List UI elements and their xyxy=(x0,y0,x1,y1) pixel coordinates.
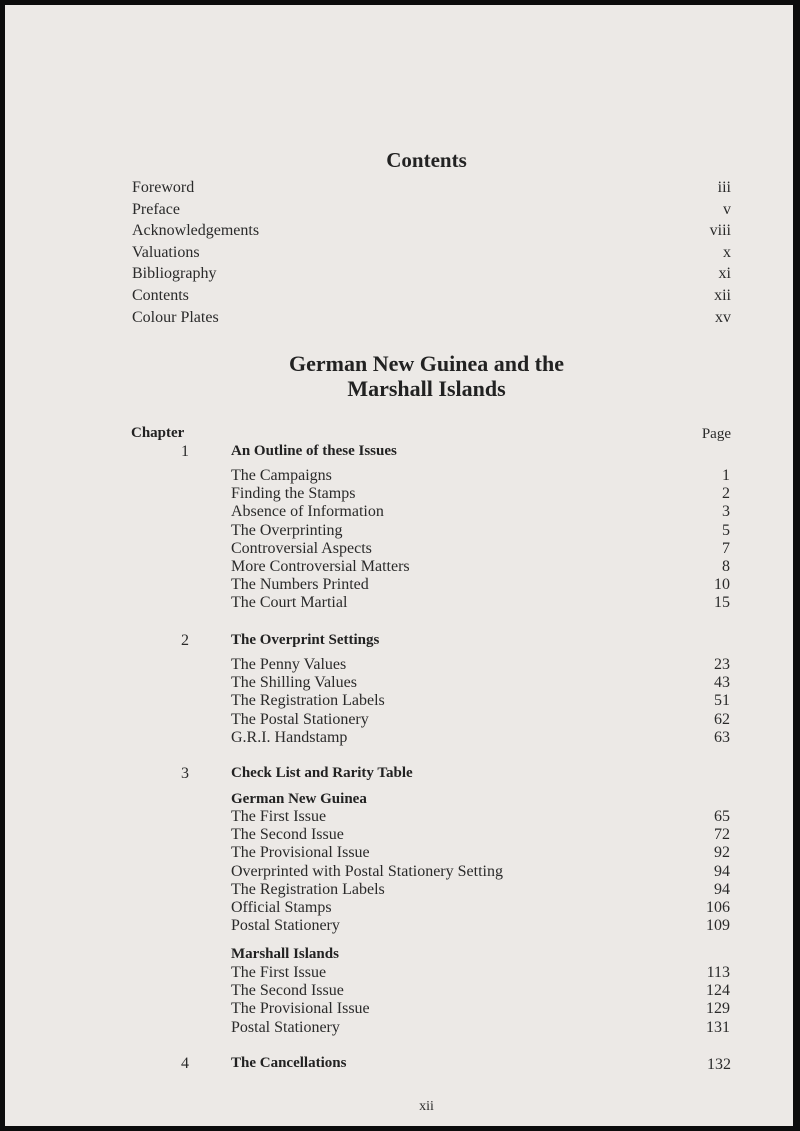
toc-entry-page: 106 xyxy=(706,898,730,916)
toc-entry-label: The Provisional Issue xyxy=(231,1000,370,1018)
toc-entry-page: 3 xyxy=(722,503,730,521)
chapter-number: 1 xyxy=(181,443,189,460)
toc-row xyxy=(231,540,730,558)
toc-entry-label: More Controversial Matters xyxy=(231,557,410,575)
toc-entry-page: 131 xyxy=(706,1018,730,1036)
toc-entry-page: 8 xyxy=(722,557,730,575)
toc-entry-page: 43 xyxy=(714,674,730,692)
toc-row xyxy=(231,558,730,576)
toc-entry-label: The Postal Stationery xyxy=(231,710,369,728)
toc-entry-label: G.R.I. Handstamp xyxy=(231,728,348,746)
toc-entry-page: 94 xyxy=(714,880,730,898)
toc-entry-label: The Registration Labels xyxy=(231,880,385,898)
page-column-header: Page xyxy=(701,426,731,442)
toc-row xyxy=(231,899,730,917)
toc-entry-label: The Second Issue xyxy=(231,982,344,1000)
toc-entry-page: 62 xyxy=(714,710,730,728)
toc-row xyxy=(231,656,730,674)
toc-entry-label: The Shilling Values xyxy=(231,674,357,692)
toc-row xyxy=(231,826,730,844)
toc-entry-page: 5 xyxy=(722,521,730,539)
toc-row xyxy=(231,863,730,881)
chapter-title: The Overprint Settings xyxy=(231,632,380,648)
toc-entry-label: The Second Issue xyxy=(231,826,344,844)
toc-entry-label: The Provisional Issue xyxy=(231,844,370,862)
toc-row xyxy=(231,1019,730,1037)
toc-entry-label: The Penny Values xyxy=(231,656,347,673)
toc-entry-page: 129 xyxy=(706,1000,730,1018)
front-matter-label: Acknowledgements xyxy=(132,222,260,239)
chapter-title: An Outline of these Issues xyxy=(231,443,397,459)
toc-row xyxy=(231,485,730,503)
front-matter-label: Bibliography xyxy=(132,265,217,282)
toc-entry-label: The Court Martial xyxy=(231,594,348,612)
toc-entry-page: 65 xyxy=(714,808,730,825)
front-matter-page: iii xyxy=(717,179,731,196)
toc-row xyxy=(231,576,730,594)
front-matter-label: Contents xyxy=(132,287,189,304)
front-matter-page: xv xyxy=(715,309,731,326)
toc-entry-label: Finding the Stamps xyxy=(231,485,356,503)
chapter-title: Check List and Rarity Table xyxy=(231,765,413,781)
chapter-number: 3 xyxy=(181,765,189,782)
toc-entry-page: 1 xyxy=(722,467,730,484)
toc-row xyxy=(231,964,730,982)
toc-entry-label: Postal Stationery xyxy=(231,917,340,935)
chapter-entries xyxy=(231,467,730,613)
page-title: Contents xyxy=(386,148,467,172)
toc-row xyxy=(231,917,730,935)
toc-entry-label: Absence of Information xyxy=(231,503,384,521)
toc-entry-label: Official Stamps xyxy=(231,898,332,916)
toc-row xyxy=(231,503,730,521)
toc-entry-page: 2 xyxy=(722,485,730,503)
front-matter-label: Valuations xyxy=(132,244,200,261)
toc-entry-page: 72 xyxy=(714,826,730,844)
toc-entry-page: 51 xyxy=(714,692,730,710)
toc-entry-page: 63 xyxy=(714,728,730,746)
toc-row xyxy=(231,1000,730,1018)
subsection-entries xyxy=(231,808,730,935)
chapter-title: The Cancellations xyxy=(231,1055,347,1071)
toc-entry-label: Overprinted with Postal Stationery Setting xyxy=(231,862,503,880)
toc-row xyxy=(231,692,730,710)
toc-entry-page: 124 xyxy=(706,982,730,1000)
book-page xyxy=(5,5,793,1126)
chapter-page: 132 xyxy=(707,1056,731,1073)
toc-entry-page: 92 xyxy=(714,844,730,862)
toc-row xyxy=(231,982,730,1000)
toc-row xyxy=(231,881,730,899)
front-matter-page: x xyxy=(723,244,731,261)
toc-row xyxy=(231,808,730,826)
toc-row xyxy=(231,729,730,747)
subsection-entries xyxy=(231,964,730,1037)
front-matter-label: Foreword xyxy=(132,179,195,196)
toc-entry-page: 10 xyxy=(714,576,730,594)
toc-entry-label: Postal Stationery xyxy=(231,1018,340,1036)
toc-entry-label: The First Issue xyxy=(231,964,327,981)
toc-entry-label: The Registration Labels xyxy=(231,692,385,710)
toc-entry-page: 23 xyxy=(714,656,730,673)
toc-entry-page: 15 xyxy=(714,594,730,612)
section-heading-line-1: German New Guinea and the xyxy=(289,351,564,376)
front-matter-page: v xyxy=(723,201,731,218)
subsection-title: German New Guinea xyxy=(231,791,367,807)
toc-entry-page: 113 xyxy=(706,964,730,981)
section-heading-line-2: Marshall Islands xyxy=(347,376,506,401)
chapter-entries xyxy=(231,656,730,747)
toc-row xyxy=(231,844,730,862)
toc-entry-label: Controversial Aspects xyxy=(231,539,372,557)
toc-row xyxy=(231,711,730,729)
toc-row xyxy=(231,467,730,485)
page-folio: xii xyxy=(419,1099,434,1114)
toc-entry-label: The Overprinting xyxy=(231,521,343,539)
front-matter-page: xii xyxy=(714,287,731,304)
chapter-number: 2 xyxy=(181,632,189,649)
front-matter-label: Preface xyxy=(132,201,180,218)
toc-row xyxy=(231,674,730,692)
front-matter-label: Colour Plates xyxy=(132,309,219,326)
subsection-title: Marshall Islands xyxy=(231,946,339,962)
toc-entry-label: The Numbers Printed xyxy=(231,576,369,594)
toc-entry-page: 94 xyxy=(714,862,730,880)
toc-entry-page: 7 xyxy=(722,539,730,557)
chapter-number: 4 xyxy=(181,1055,189,1072)
front-matter-page: viii xyxy=(709,222,731,239)
toc-entry-page: 109 xyxy=(706,917,730,935)
front-matter-page: xi xyxy=(718,265,731,282)
chapter-column-header: Chapter xyxy=(131,425,185,441)
toc-row xyxy=(231,594,730,612)
toc-row xyxy=(231,522,730,540)
toc-entry-label: The First Issue xyxy=(231,808,327,825)
toc-entry-label: The Campaigns xyxy=(231,467,332,484)
